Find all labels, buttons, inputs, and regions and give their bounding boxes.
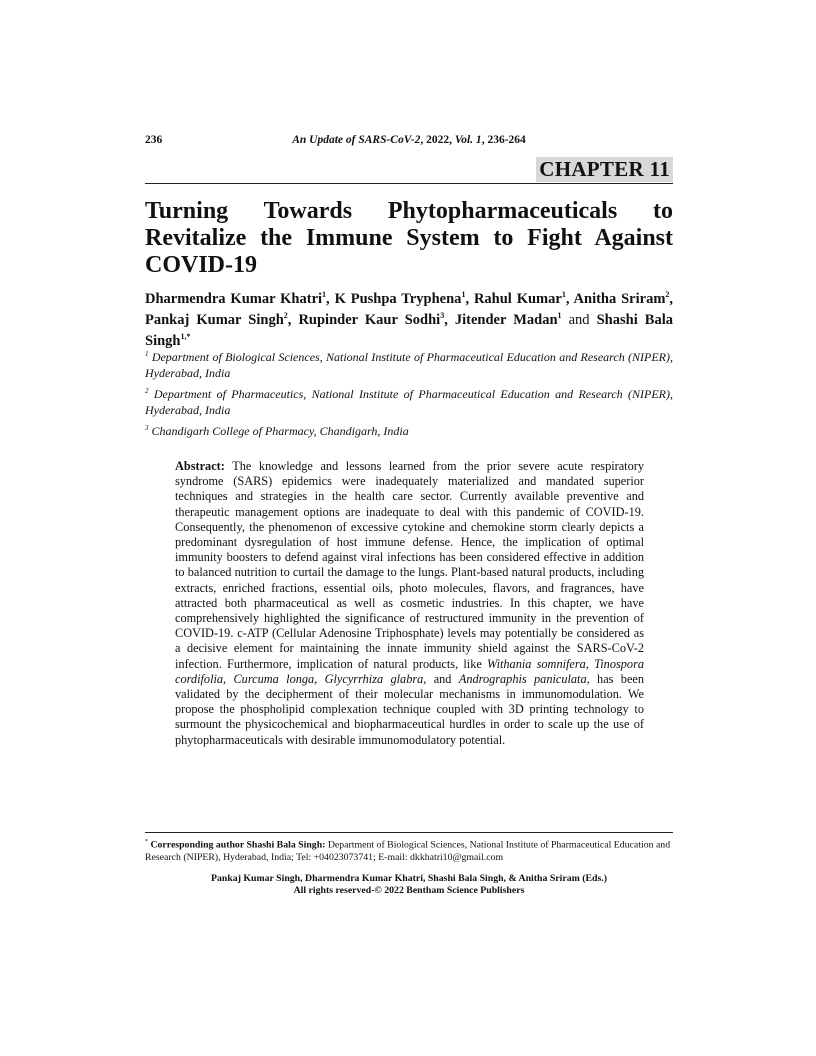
- species-name: Glycyrrhiza glabra: [324, 671, 424, 686]
- chapter-title: Turning Towards Phytopharmaceuticals to Revitalize the Immune System to Fight Against COVID-19: [145, 198, 673, 278]
- journal-title: An Update of SARS-CoV-2: [292, 134, 421, 146]
- author: Dharmendra Kumar Khatri$^1$,: [145, 290, 335, 307]
- author: Rupinder Kaur Sodhi$^3$,: [298, 311, 455, 328]
- authors-and: and: [568, 312, 590, 328]
- abstract: Abstract: The knowledge and lessons learned from the prior severe acute respiratory syndrome (SARS) epidemics were inadequately materialized and mandated superior techniques and strategies in the health care sector. Currently available preventive and therapeutic management options are inadequate to deal with this pandemic of COVID-19. Consequently, the phenomenon of excessive cytokine and chemokine storm clearly depicts a predominant dysregulation of host immune defense. Hence, the implication of optimal immunity boosters to defend against viral infections has been considered effective in addition to balanced nutrition to curtail the damage to the lungs. Plant-based natural products, including extracts, enriched fractions, essential oils, photo molecules, flavors, and fragrances, have attracted both pharmaceutical as well as cosmetic industries. In this chapter, we have comprehensively highlighted the significance of restructured immunity in the prevention of COVID-19. c-ATP (Cellular Adenosine Triphosphate) levels may potentially be considered as a decisive element for maintaining the innate immunity shield against the SARS-CoV-2 infection. Furthermore, implication of natural products, like Withania somnifera, Tinospora cordifolia, Curcuma longa, Glycyrrhiza glabra, and Andrographis paniculata, has been validated by the decipherment of their molecular mechanisms in immunomodulation. We propose the phospholipid complexation technique coupled with 3D printing technology to surmount the physicochemical and biopharmaceutical hurdles in order to scale up the use of phytopharmaceuticals with desirable immunomodulatory potential.: [175, 459, 645, 747]
- author: Jitender Madan$^1$: [454, 311, 562, 328]
- editors-line: Pankaj Kumar Singh, Dharmendra Kumar Khatri, Shashi Bala Singh, & Anitha Sriram (Eds.): [211, 873, 607, 884]
- species-name: Withania somnifera: [487, 656, 586, 671]
- journal-pages: , 236-264: [481, 134, 526, 146]
- running-header: [145, 134, 673, 150]
- chapter-rule: [145, 157, 673, 184]
- species-name: Tinospora cordifolia: [175, 656, 644, 686]
- author: Pankaj Kumar Singh$^2$,: [145, 311, 299, 328]
- corresponding-author-footnote: * Corresponding author Shashi Bala Singh: Department of Biological Sciences, National Institute of Pharmaceutical Education and Research (NIPER), Hyderabad, India; Tel: +04023073741; E-mail: dkkhatri10@gmail.com: [145, 839, 671, 863]
- journal-year: , 2022,: [420, 134, 455, 146]
- affiliation: $^3$ Chandigarh College of Pharmacy, Chandigarh, India: [145, 424, 409, 438]
- journal-citation: [145, 134, 673, 146]
- book-credits: [145, 873, 673, 897]
- chapter-label: CHAPTER 11: [536, 157, 673, 182]
- species-name: Andrographis paniculata,: [458, 671, 590, 686]
- author: Rahul Kumar$^1$,: [473, 290, 574, 307]
- abstract-label: Abstract:: [175, 459, 225, 473]
- affiliation: $^1$ Department of Biological Sciences, National Institute of Pharmaceutical Education and Research (NIPER), Hyderabad, India: [145, 350, 674, 380]
- author: Shashi Bala Singh$^{1,*}$: [145, 312, 673, 349]
- author: Anitha Sriram$^2$,: [573, 290, 674, 307]
- author-list: [145, 289, 673, 352]
- journal-volume: Vol. 1: [454, 134, 482, 146]
- page-number: 236: [145, 134, 163, 146]
- footnote-divider: [145, 832, 673, 833]
- affiliation: $^2$ Department of Pharmaceutics, National Institute of Pharmaceutical Education and Research (NIPER), Hyderabad, India: [145, 387, 674, 417]
- affiliations: [145, 347, 673, 443]
- species-name: Curcuma longa: [233, 671, 315, 686]
- author: K Pushpa Tryphena$^1$,: [334, 290, 474, 307]
- copyright-line: All rights reserved-© 2022 Bentham Science Publishers: [293, 885, 525, 896]
